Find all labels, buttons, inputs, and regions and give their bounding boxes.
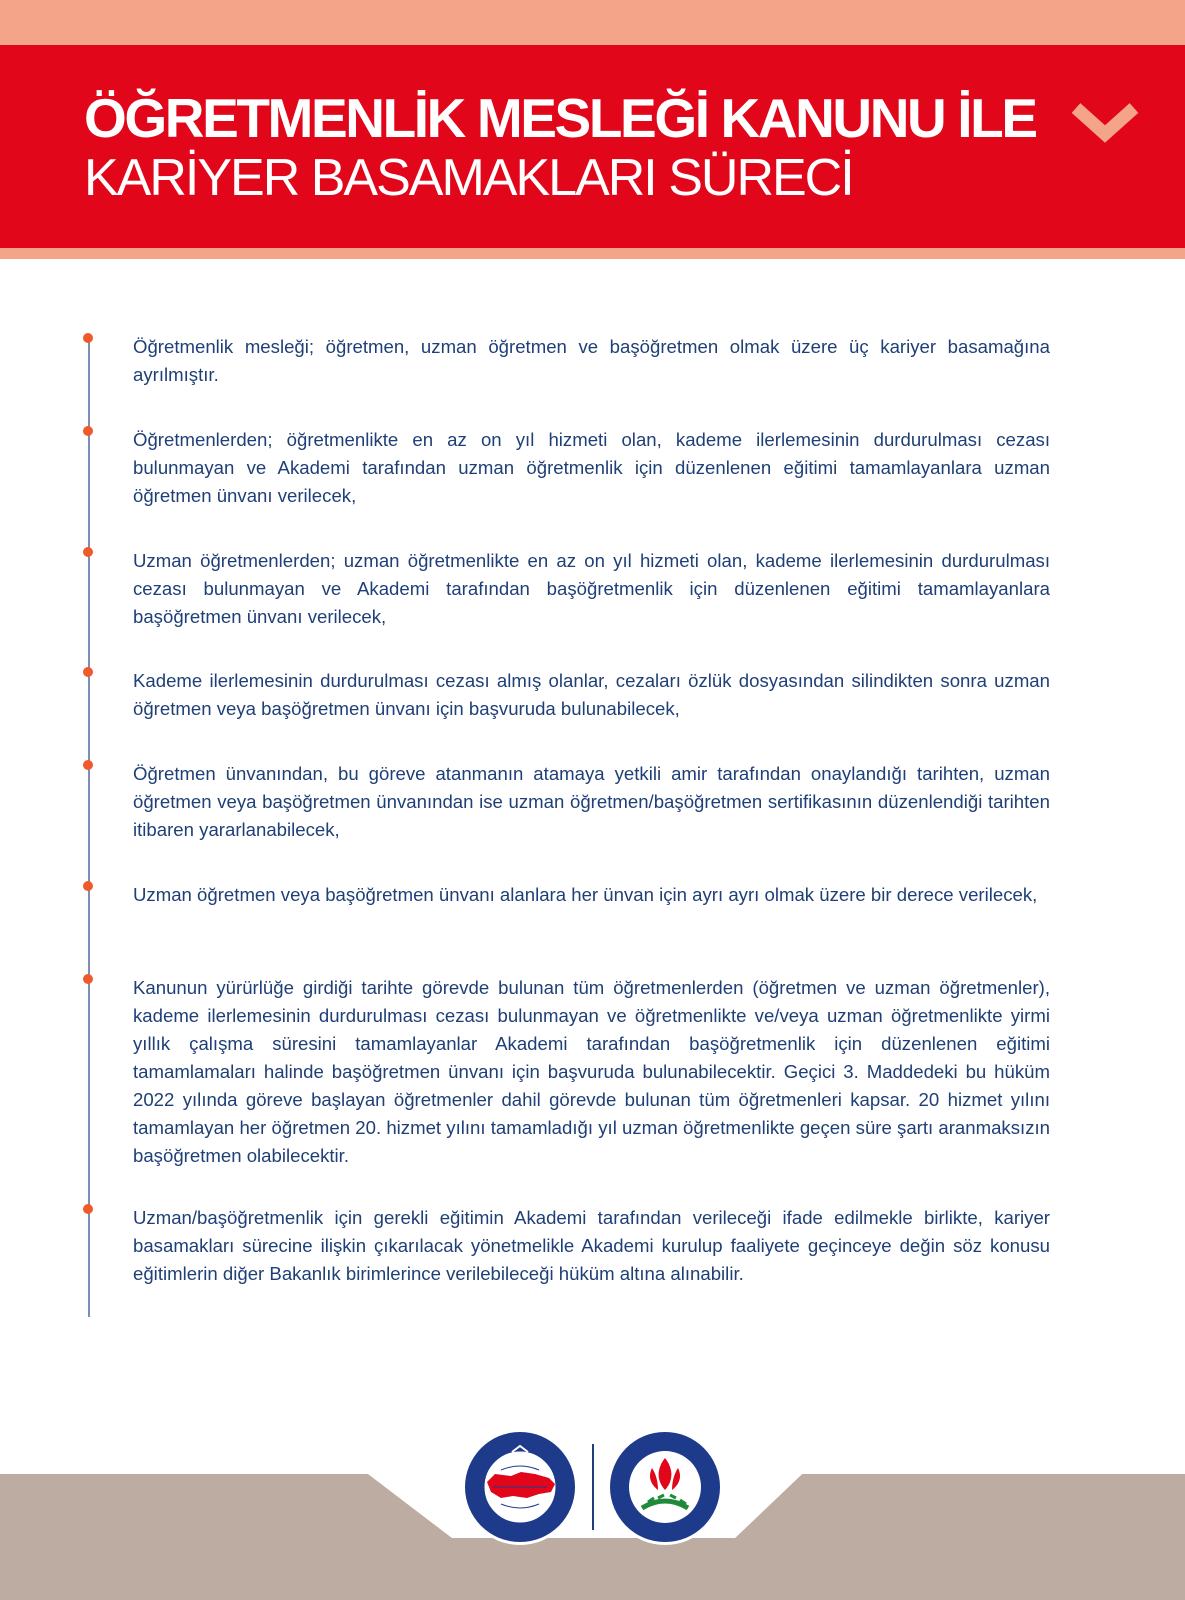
bullet-dot: [83, 547, 93, 557]
list-item: Kademe ilerlemesinin durdurulması cezası almış olanlar, cezaları özlük dosyasından silindikten sonra uzman öğretmen veya başöğretmen ünvanı için başvuruda bulunabilecek,: [133, 670, 1050, 719]
list-item: Uzman öğretmen veya başöğretmen ünvanı alanlara her ünvan için ayrı ayrı olmak üzere bir derece verilecek,: [133, 884, 1038, 905]
bullet-dot: [83, 333, 93, 343]
bullet-dot: [83, 667, 93, 677]
list-item: Uzman öğretmenlerden; uzman öğretmenlikte en az on yıl hizmeti olan, kademe ilerlemesinin durdurulması cezası bulunmayan ve Akademi tarafından başöğretmenlik için düzenlenen eğitimi tamamlayanlara başöğretmen ünvanı verilecek,: [133, 550, 1050, 627]
list-item: Uzman/başöğretmenlik için gerekli eğitimin Akademi tarafından verileceği ifade edilmekle birlikte, kariyer basamakları sürecine ilişkin çıkarılacak yönetmelikle Akademi kurulup faaliyete geçinceye değin söz konusu eğitimlerin diğer Bakanlık birimlerince verilebileceği hüküm altına alınabilir.: [133, 1207, 1050, 1284]
list-item: Kanunun yürürlüğe girdiği tarihte görevde bulunan tüm öğretmenlerden (öğretmen ve uzman öğretmenler), kademe ilerlemesinin durdurulması cezası bulunmayan ve öğretmenlikte ve/veya uzman öğretmenlikte yirmi yıllık çalışma süresini tamamlayanlar Akademi tarafından başöğretmenlik için düzenlenen eğitimi tamamlamaları halinde başöğretmen ünvanı için başvuruda bulunabilecektir. Geçici 3. Maddedeki bu hüküm 2022 yılında göreve başlayan öğretmenler dahil görevde bulunan tüm öğretmenleri kapsar. 20 hizmet yılını tamamlayan her öğretmen 20. hizmet yılını tamamladığı yıl uzman öğretmenlikte geçen süre şartı aranmaksızın başöğretmen olabilecektir.: [133, 977, 1050, 1166]
header-underline: [0, 248, 1185, 259]
page-title-line2: KARİYER BASAMAKLARI SÜRECİ: [84, 149, 853, 207]
bullet-dot: [83, 426, 93, 436]
list-item: Öğretmenlik mesleği; öğretmen, uzman öğretmen ve başöğretmen olmak üzere üç kariyer basamağına ayrılmıştır.: [133, 336, 1050, 385]
logo-separator: [592, 1444, 594, 1530]
egitim-bir-sen-logo: [606, 1428, 724, 1546]
bullet-dot: [83, 974, 93, 984]
list-item: Öğretmenlerden; öğretmenlikte en az on yıl hizmeti olan, kademe ilerlemesinin durdurulması cezası bulunmayan ve Akademi tarafından uzman öğretmenlik için düzenlenen eğitimi tamamlayanlara uzman öğretmen ünvanı verilecek,: [133, 429, 1050, 506]
timeline-line: [88, 340, 90, 1317]
memur-sen-logo: [461, 1428, 579, 1546]
page-title-line1: ÖĞRETMENLİK MESLEĞİ KANUNU İLE: [84, 87, 1036, 149]
chevron-down-icon: [1070, 100, 1140, 148]
bullet-dot: [83, 881, 93, 891]
list-item: Öğretmen ünvanından, bu göreve atanmanın atamaya yetkili amir tarafından onaylandığı tarihten, uzman öğretmen veya başöğretmen ünvanından ise uzman öğretmen/başöğretmen sertifikasının düzenlendiği tarihten itibaren yararlanabilecek,: [133, 763, 1050, 840]
bullet-dot: [83, 760, 93, 770]
bullet-dot: [83, 1204, 93, 1214]
top-accent-strip: [0, 0, 1185, 45]
